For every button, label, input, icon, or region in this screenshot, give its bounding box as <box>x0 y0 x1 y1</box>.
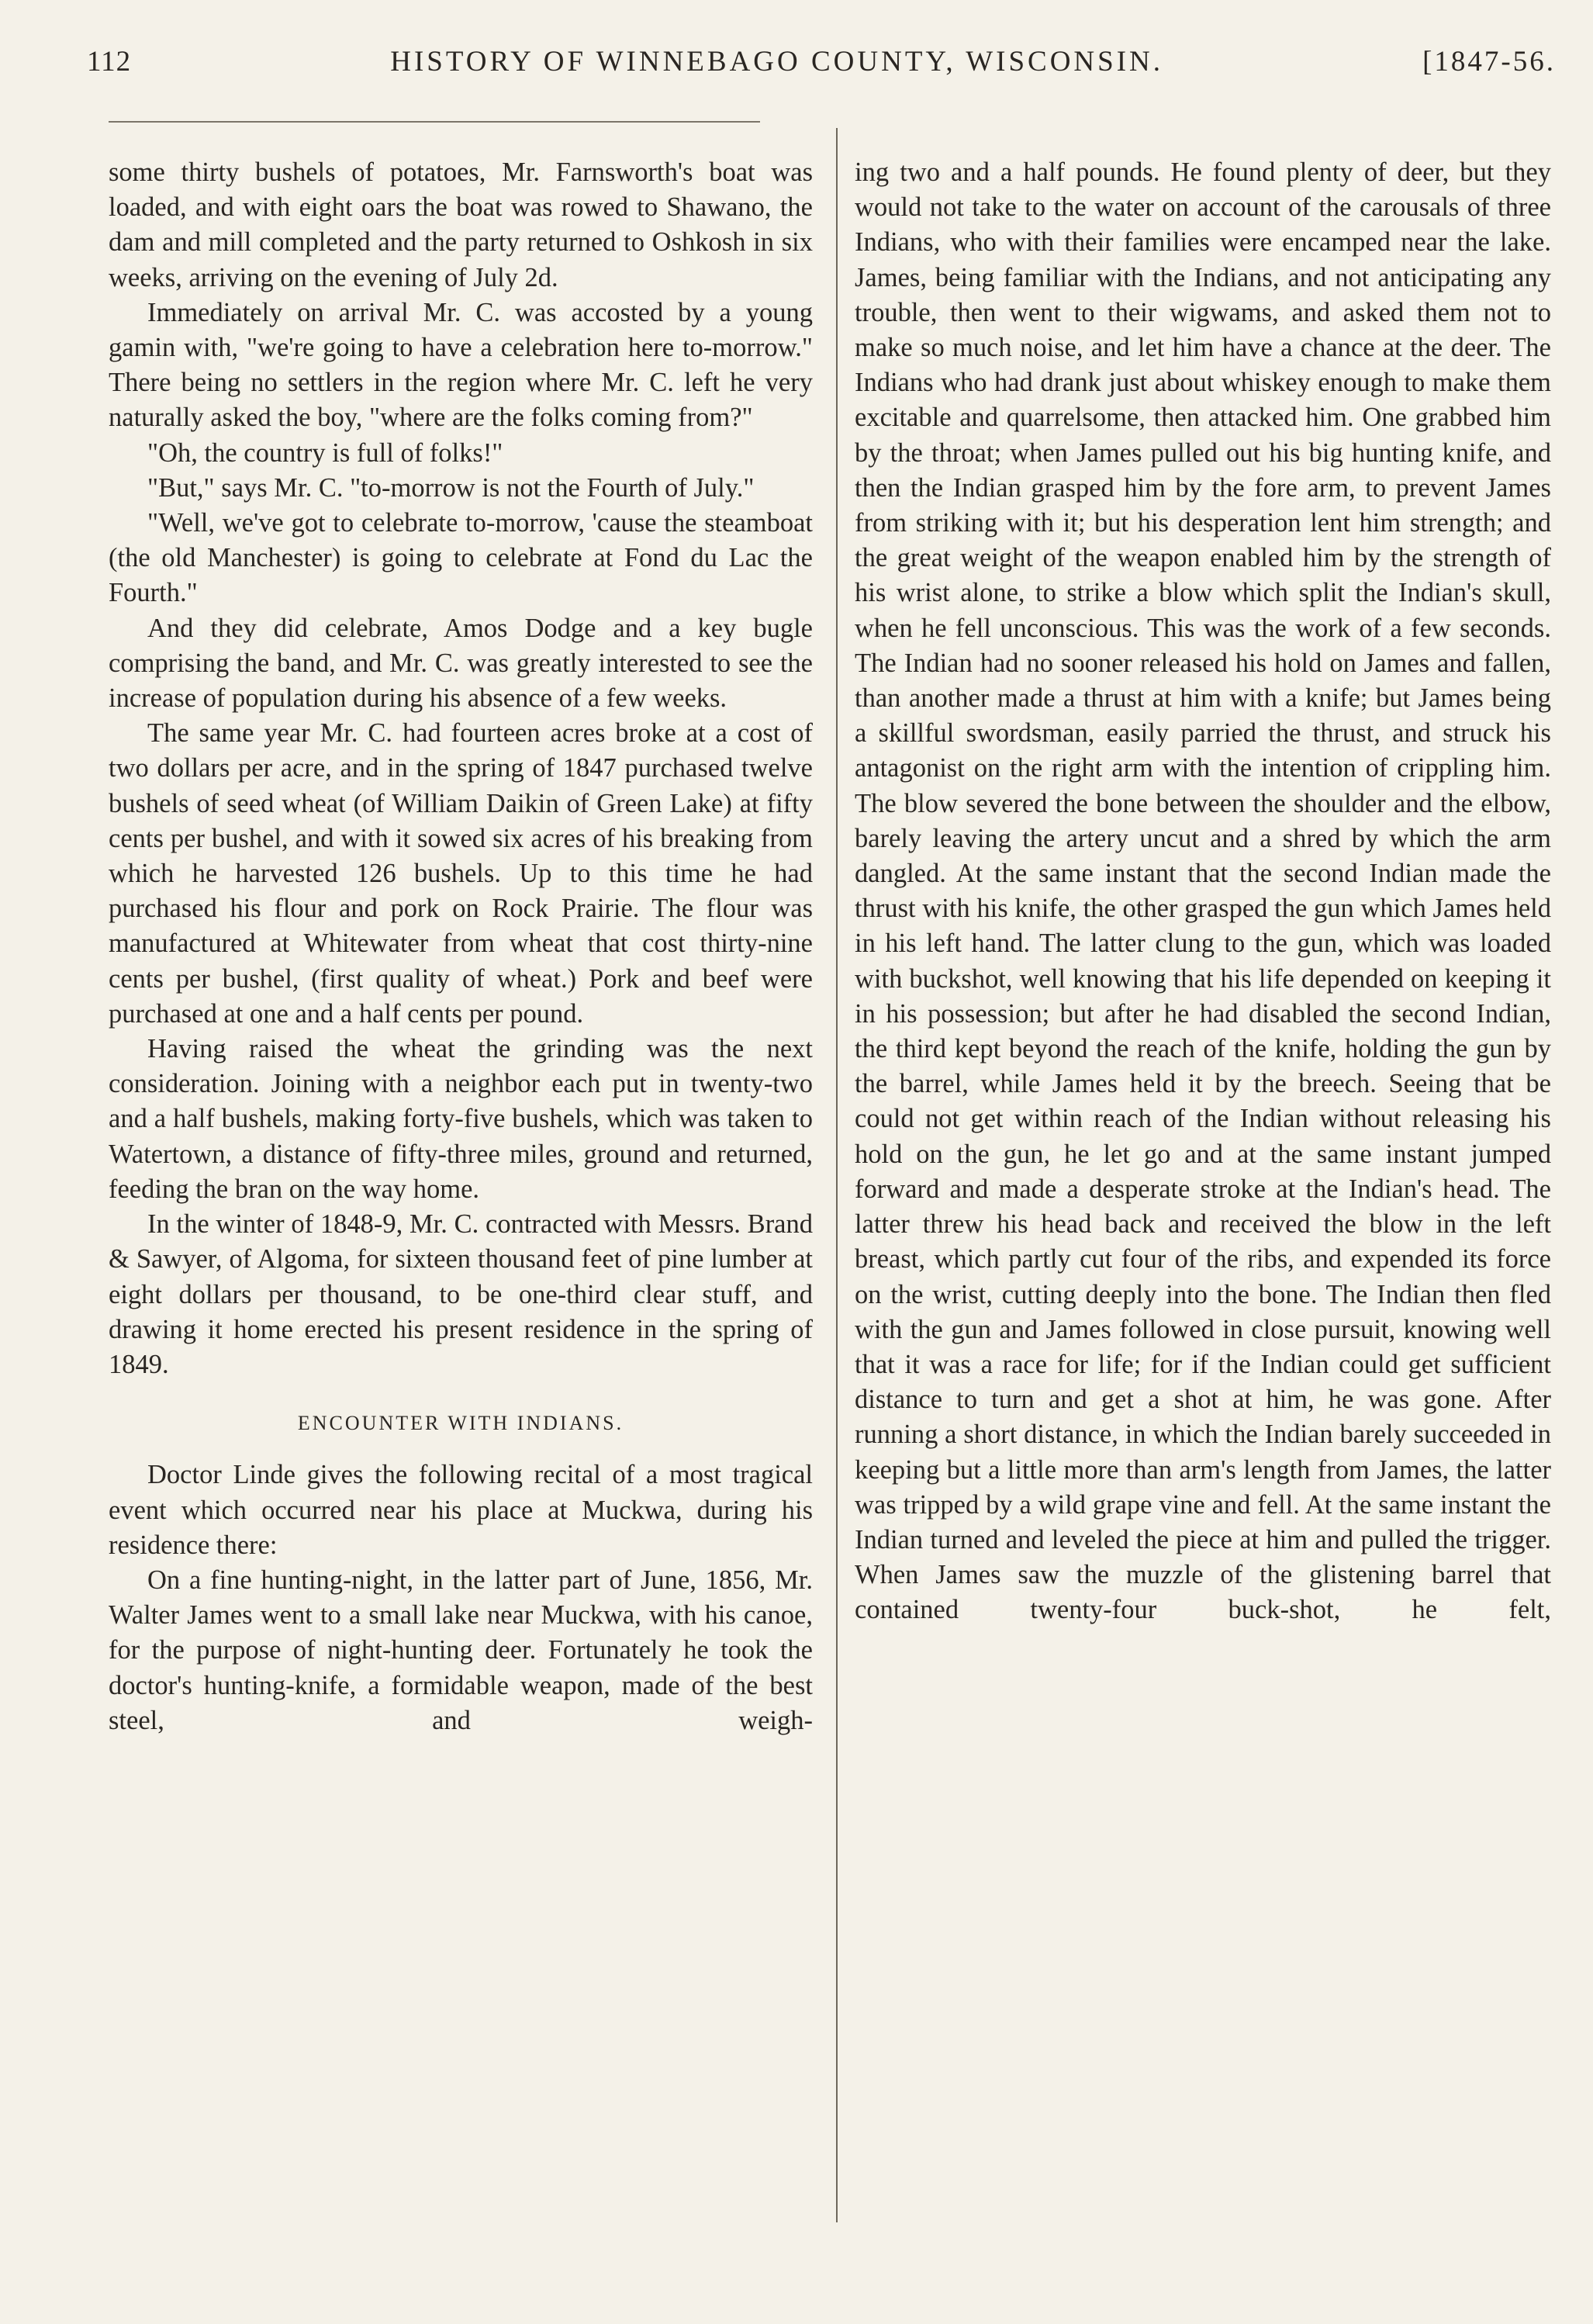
paragraph: "Well, we've got to celebrate to-morrow, 'cause the steamboat (the old Manchester) is going to celebrate at Fond du Lac the Fourth." <box>109 508 813 608</box>
paragraph: Doctor Linde gives the following recital of a most tragical event which occurred near his place at Muckwa, during his residence there: <box>109 1460 813 1560</box>
running-head <box>87 45 1556 85</box>
page-number: 112 <box>87 46 132 78</box>
left-column <box>109 155 813 1738</box>
paragraph: And they did celebrate, Amos Dodge and a key bugle comprising the band, and Mr. C. was greatly interested to see the increase of population during his absence of a few weeks. <box>109 613 813 714</box>
section-heading: ENCOUNTER WITH INDIANS. <box>297 1412 624 1435</box>
date-range: [1847-56. <box>1422 46 1556 78</box>
paragraph: Immediately on arrival Mr. C. was accosted by a young gamin with, "we're going to have a celebration here to-morrow." There being no settlers in the region where Mr. C. left he very naturally asked the boy, "where are the folks coming from?" <box>109 297 813 433</box>
book-title: HISTORY OF WINNEBAGO COUNTY, WISCONSIN. <box>390 46 1164 78</box>
header-rule <box>109 121 760 123</box>
paragraph: Having raised the wheat the grinding was the next consideration. Joining with a neighbor each put in twenty-two and a half bushels, making forty-five bushels, which was taken to Watertown, a distance of fifty-three miles, ground and returned, feeding the bran on the way home. <box>109 1034 813 1204</box>
paragraph: In the winter of 1848-9, Mr. C. contracted with Messrs. Brand & Sawyer, of Algoma, for sixteen thousand feet of pine lumber at eight dollars per thousand, to be one-third clear stuff, and drawing it home erected his present residence in the spring of 1849. <box>109 1209 813 1379</box>
column-divider <box>836 128 838 2222</box>
paragraph: "But," says Mr. C. "to-morrow is not the Fourth of July." <box>147 472 755 503</box>
paragraph: some thirty bushels of potatoes, Mr. Farnsworth's boat was loaded, and with eight oars the boat was rowed to Shawano, the dam and mill completed and the party returned to Oshkosh in six weeks, arriving on the evening of July 2d. <box>109 157 813 292</box>
paragraph: ing two and a half pounds. He found plenty of deer, but they would not take to the water on account of the carousals of three Indians, who with their families were encamped near the lake. James, being familiar with the Indians, and not anticipating any trouble, then went to their wigwams, and asked them not to make so much noise, and let him have a chance at the deer. The Indians who had drank just about whiskey enough to make them excitable and quarrelsome, then attacked him. One grabbed him by the throat; when James pulled out his big hunting knife, and then the Indian grasped him by the fore arm, to prevent James from striking with it; but his desperation lent him strength; and the great weight of the weapon enabled him by the strength of his wrist alone, to strike a blow which split the Indian's skull, when he fell unconscious. This was the work of a few seconds. The Indian had no sooner released his hold on James and fallen, than another made a thrust at him with a knife; but James being a skillful swordsman, easily parried the thrust, and struck his antagonist on the right arm with the intention of crippling him. The blow severed the bone between the shoulder and the elbow, barely leaving the artery uncut and a shred by which the arm dangled. At the same instant that the second Indian made the thrust with his knife, the other grasped the gun which James held in his left hand. The latter clung to the gun, which was loaded with buckshot, well knowing that his life depended on keeping it in his possession; but after he had disabled the second Indian, the third kept beyond the reach of the knife, holding the gun by the barrel, while James held it by the breech. Seeing that be could not get within reach of the Indian without releasing his hold on the gun, he let go and at the same instant jumped forward and made a desperate stroke at the Indian's head. The latter threw his head back and received the blow in the left breast, which partly cut four of the ribs, and expended its force on the wrist, cutting deeply into the bone. The Indian then fled with the gun and James followed in close pursuit, knowing well that it was a race for life; for if the Indian could get sufficient distance to turn and get a shot at him, he was gone. After running a short distance, in which the Indian barely succeeded in keeping but a little more than arm's length from James, the latter was tripped by a wild grape vine and fell. At the same instant the Indian turned and leveled the piece at him and pulled the trigger. When James saw the muzzle of the glistening barrel that contained twenty-four buck-shot, he felt, <box>855 157 1551 1625</box>
paragraph: The same year Mr. C. had fourteen acres broke at a cost of two dollars per acre, and in the spring of 1847 purchased twelve bushels of seed wheat (of William Daikin of Green Lake) at fifty cents per bushel, and with it sowed six acres of his breaking from which he harvested 126 bushels. Up to this time he had purchased his flour and pork on Rock Prairie. The flour was manufactured at Whitewater from wheat that cost thirty-nine cents per bushel, (first quality of wheat.) Pork and beef were purchased at one and a half cents per pound. <box>109 718 813 1029</box>
right-column <box>855 155 1551 1628</box>
paragraph: On a fine hunting-night, in the latter part of June, 1856, Mr. Walter James went to a small lake near Muckwa, with his canoe, for the purpose of night-hunting deer. Fortunately he took the doctor's hunting-knife, a formidable weapon, made of the best steel, and weigh- <box>109 1565 813 1735</box>
paragraph: "Oh, the country is full of folks!" <box>147 437 503 468</box>
